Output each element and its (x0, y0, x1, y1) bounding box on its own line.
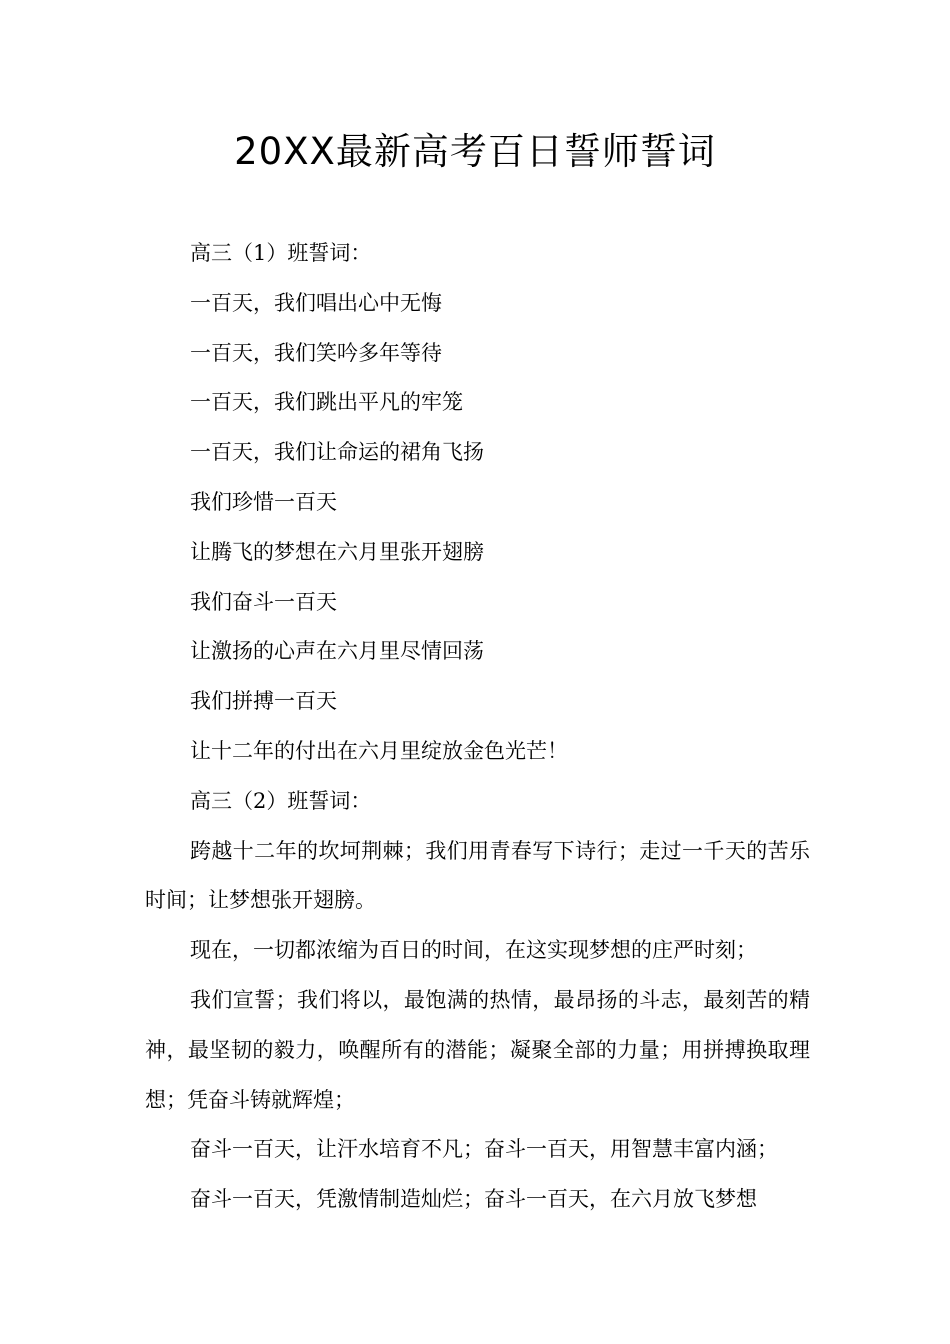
paragraph: 我们珍惜一百天 (190, 489, 337, 514)
paragraph: 一百天，我们让命运的裙角飞扬 (190, 440, 484, 465)
paragraph: 一百天，我们唱出心中无悔 (190, 290, 442, 315)
document-body (145, 229, 810, 1225)
paragraph: 跨越十二年的坎坷荆棘；我们用青春写下诗行；走过一千天的苦乐时间；让梦想张开翅膀。 (145, 838, 810, 913)
paragraph: 一百天，我们笑吟多年等待 (190, 340, 442, 365)
paragraph: 让十二年的付出在六月里绽放金色光芒！ (190, 738, 568, 763)
document-title: 20XX最新高考百日誓师誓词 (234, 130, 716, 173)
paragraph: 让腾飞的梦想在六月里张开翅膀 (190, 539, 484, 564)
paragraph: 我们宣誓；我们将以，最饱满的热情，最昂扬的斗志，最刻苦的精神，最坚韧的毅力，唤醒所有的潜能；凝聚全部的力量；用拼搏换取理想；凭奋斗铸就辉煌； (145, 987, 810, 1112)
paragraph: 高三（2）班誓词： (190, 788, 372, 813)
paragraph: 奋斗一百天，让汗水培育不凡；奋斗一百天，用智慧丰富内涵； (190, 1137, 778, 1162)
paragraph: 现在，一切都浓缩为百日的时间，在这实现梦想的庄严时刻； (190, 938, 757, 963)
paragraph: 让激扬的心声在六月里尽情回荡 (190, 639, 484, 664)
paragraph: 一百天，我们跳出平凡的牢笼 (190, 390, 463, 415)
paragraph: 我们拼搏一百天 (190, 689, 337, 714)
paragraph: 我们奋斗一百天 (190, 589, 337, 614)
paragraph: 奋斗一百天，凭激情制造灿烂；奋斗一百天，在六月放飞梦想 (190, 1187, 757, 1212)
paragraph: 高三（1）班誓词： (190, 241, 372, 265)
